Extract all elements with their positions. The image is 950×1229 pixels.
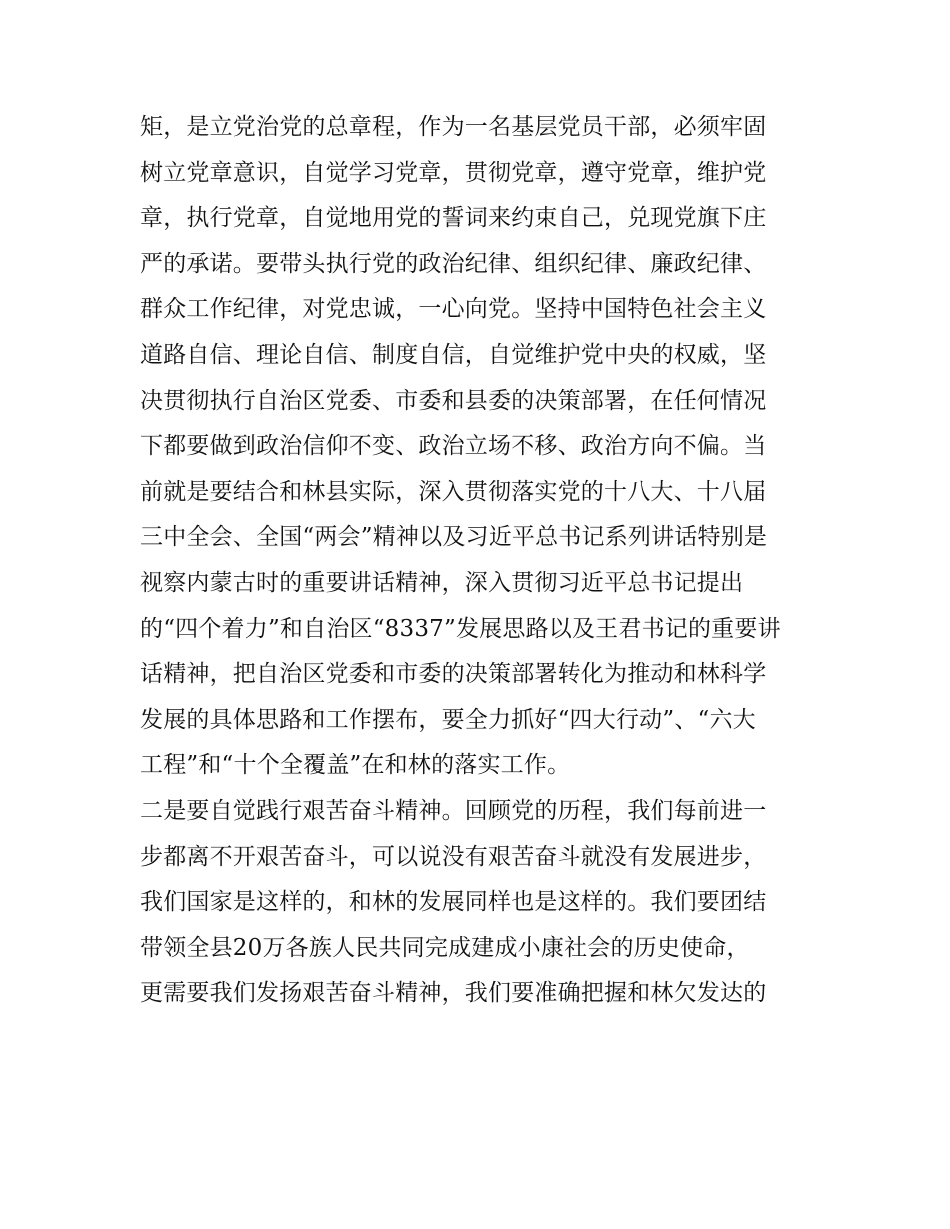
text-line: 工程”和“十个全覆盖”在和林的落实工作。 bbox=[140, 752, 571, 779]
text-line: 更需要我们发扬艰苦奋斗精神，我们要准确把握和林欠发达的 bbox=[140, 980, 767, 1007]
text-line: 视察内蒙古时的重要讲话精神，深入贯彻习近平总书记提出 bbox=[140, 569, 744, 596]
text-line: 矩，是立党治党的总章程，作为一名基层党员干部，必须牢固 bbox=[140, 114, 767, 140]
text-line: 严的承诺。要带头执行党的政治纪律、组织纪律、廉政纪律、 bbox=[140, 250, 767, 277]
text-line: 带领全县20万各族人民共同完成建成小康社会的历史使命， bbox=[140, 934, 750, 961]
text-line: 下都要做到政治信仰不变、政治立场不移、政治方向不偏。当 bbox=[140, 433, 767, 460]
text-line: 树立党章意识，自觉学习党章，贯彻党章，遵守党章，维护党 bbox=[140, 159, 767, 186]
text-line: 发展的具体思路和工作摆布，要全力抓好“四大行动”、“六大 bbox=[140, 706, 756, 733]
text-line: 前就是要结合和林县实际，深入贯彻落实党的十八大、十八届 bbox=[140, 478, 767, 505]
text-line: 三中全会、全国“两会”精神以及习近平总书记系列讲话特别是 bbox=[140, 524, 768, 551]
text-line: 章，执行党章，自觉地用党的誓词来约束自己，兑现党旗下庄 bbox=[140, 205, 767, 232]
text-line: 二是要自觉践行艰苦奋斗精神。回顾党的历程，我们每前进一 bbox=[140, 797, 767, 824]
text-line: 的“四个着力”和自治区“8337”发展思路以及王君书记的重要讲 bbox=[140, 615, 781, 642]
text-line: 决贯彻执行自治区党委、市委和县委的决策部署，在任何情况 bbox=[140, 387, 767, 414]
text-line: 步都离不开艰苦奋斗，可以说没有艰苦奋斗就没有发展进步， bbox=[140, 843, 767, 870]
body-text bbox=[140, 105, 830, 1017]
text-line: 我们国家是这样的，和林的发展同样也是这样的。我们要团结 bbox=[140, 889, 767, 916]
text-line: 群众工作纪律，对党忠诚，一心向党。坚持中国特色社会主义 bbox=[140, 296, 767, 323]
text-line: 道路自信、理论自信、制度自信，自觉维护党中央的权威，坚 bbox=[140, 341, 767, 368]
text-line: 话精神，把自治区党委和市委的决策部署转化为推动和林科学 bbox=[140, 661, 767, 688]
